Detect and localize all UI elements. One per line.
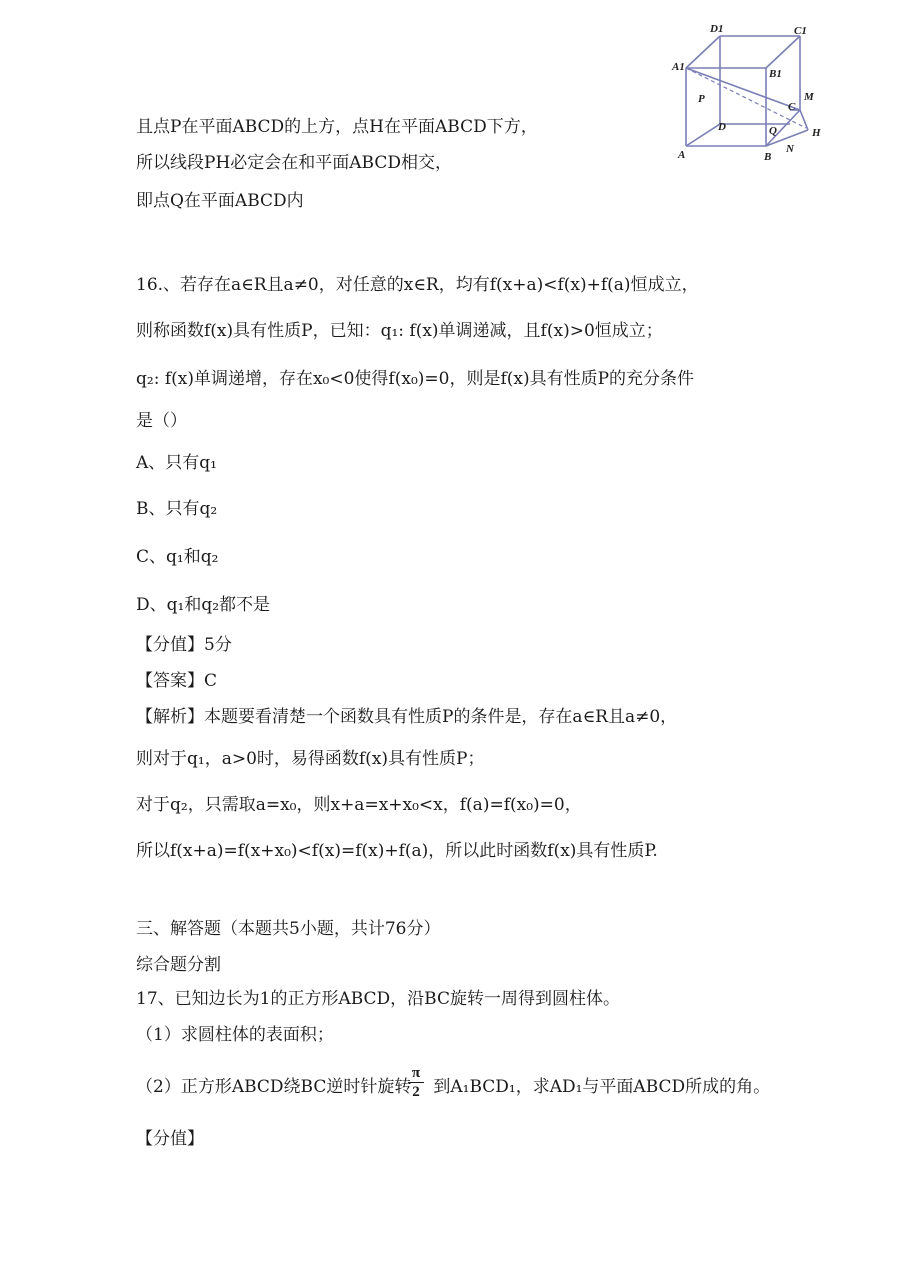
line-mh bbox=[800, 110, 808, 130]
q16-stem-2: 则称函数f(x)具有性质P，已知：q₁: f(x)单调递减，且f(x)>0恒成立； bbox=[136, 321, 663, 341]
q17-score: 【分值】 bbox=[136, 1129, 204, 1149]
section-divider: 综合题分割 bbox=[136, 955, 221, 975]
q16-stem-4: 是（） bbox=[136, 411, 187, 431]
edge-ad bbox=[686, 124, 720, 146]
label-c1: C1 bbox=[794, 25, 807, 37]
option-b: B、只有q₂ bbox=[136, 499, 218, 519]
option-c: C、q₁和q₂ bbox=[136, 547, 219, 567]
option-a: A、只有q₁ bbox=[136, 453, 217, 473]
label-d: D bbox=[718, 121, 726, 133]
label-b1: B1 bbox=[769, 68, 782, 80]
q17-stem: 17、已知边长为1的正方形ABCD，沿BC旋转一周得到圆柱体。 bbox=[136, 989, 620, 1009]
label-b: B bbox=[764, 151, 772, 163]
label-h: H bbox=[812, 127, 821, 139]
q17-part-2-post: 到A₁BCD₁，求AD₁与平面ABCD所成的角。 bbox=[433, 1077, 771, 1097]
fraction-numerator: π bbox=[408, 1064, 424, 1083]
sec15-line3: 即点Q在平面ABCD内 bbox=[136, 191, 304, 211]
edge-b1c1 bbox=[766, 36, 800, 68]
sec15-line1: 且点P在平面ABCD的上方，点H在平面ABCD下方， bbox=[136, 117, 538, 137]
q17-part-1: （1）求圆柱体的表面积； bbox=[136, 1025, 334, 1045]
q16-stem-1: 16.、若存在a∈R且a≠0，对任意的x∈R，均有f(x+a)<f(x)+f(a)恒成立， bbox=[136, 275, 699, 295]
q16-analysis-4: 所以f(x+a)=f(x+x₀)<f(x)=f(x)+f(a)，所以此时函数f(x)具有性质P. bbox=[136, 841, 658, 861]
q17-part-2-pre: （2）正方形ABCD绕BC逆时针旋转 bbox=[136, 1077, 412, 1097]
label-q: Q bbox=[769, 125, 777, 137]
label-c: C bbox=[788, 101, 796, 113]
label-d1: D1 bbox=[710, 23, 724, 35]
q17-part-2 bbox=[136, 1076, 770, 1098]
sec15-line2: 所以线段PH必定会在和平面ABCD相交， bbox=[136, 153, 452, 173]
label-m: M bbox=[804, 91, 814, 103]
label-a: A bbox=[678, 149, 686, 161]
fraction-pi-over-2 bbox=[408, 1064, 424, 1101]
label-a1: A1 bbox=[672, 61, 685, 73]
label-p: P bbox=[698, 93, 705, 105]
fraction-denominator: 2 bbox=[412, 1084, 420, 1100]
q16-analysis-3: 对于q₂，只需取a=x₀，则x+a=x+x₀<x，f(a)=f(x₀)=0， bbox=[136, 795, 582, 815]
q16-analysis-2: 则对于q₁，a>0时，易得函数f(x)具有性质P； bbox=[136, 749, 485, 769]
section-3-heading: 三、解答题（本题共5小题，共计76分） bbox=[136, 919, 441, 939]
q16-score: 【分值】5分 bbox=[136, 635, 232, 655]
option-d: D、q₁和q₂都不是 bbox=[136, 595, 271, 615]
q16-stem-3: q₂: f(x)单调递增，存在x₀<0使得f(x₀)=0，则是f(x)具有性质P的充分条件 bbox=[136, 369, 695, 389]
q16-analysis-1: 【解析】本题要看清楚一个函数具有性质P的条件是，存在a∈R且a≠0， bbox=[136, 707, 678, 727]
q16-answer: 【答案】C bbox=[136, 671, 218, 691]
cube-figure bbox=[666, 18, 826, 178]
label-n: N bbox=[786, 143, 794, 155]
edge-a1d1 bbox=[686, 36, 720, 68]
